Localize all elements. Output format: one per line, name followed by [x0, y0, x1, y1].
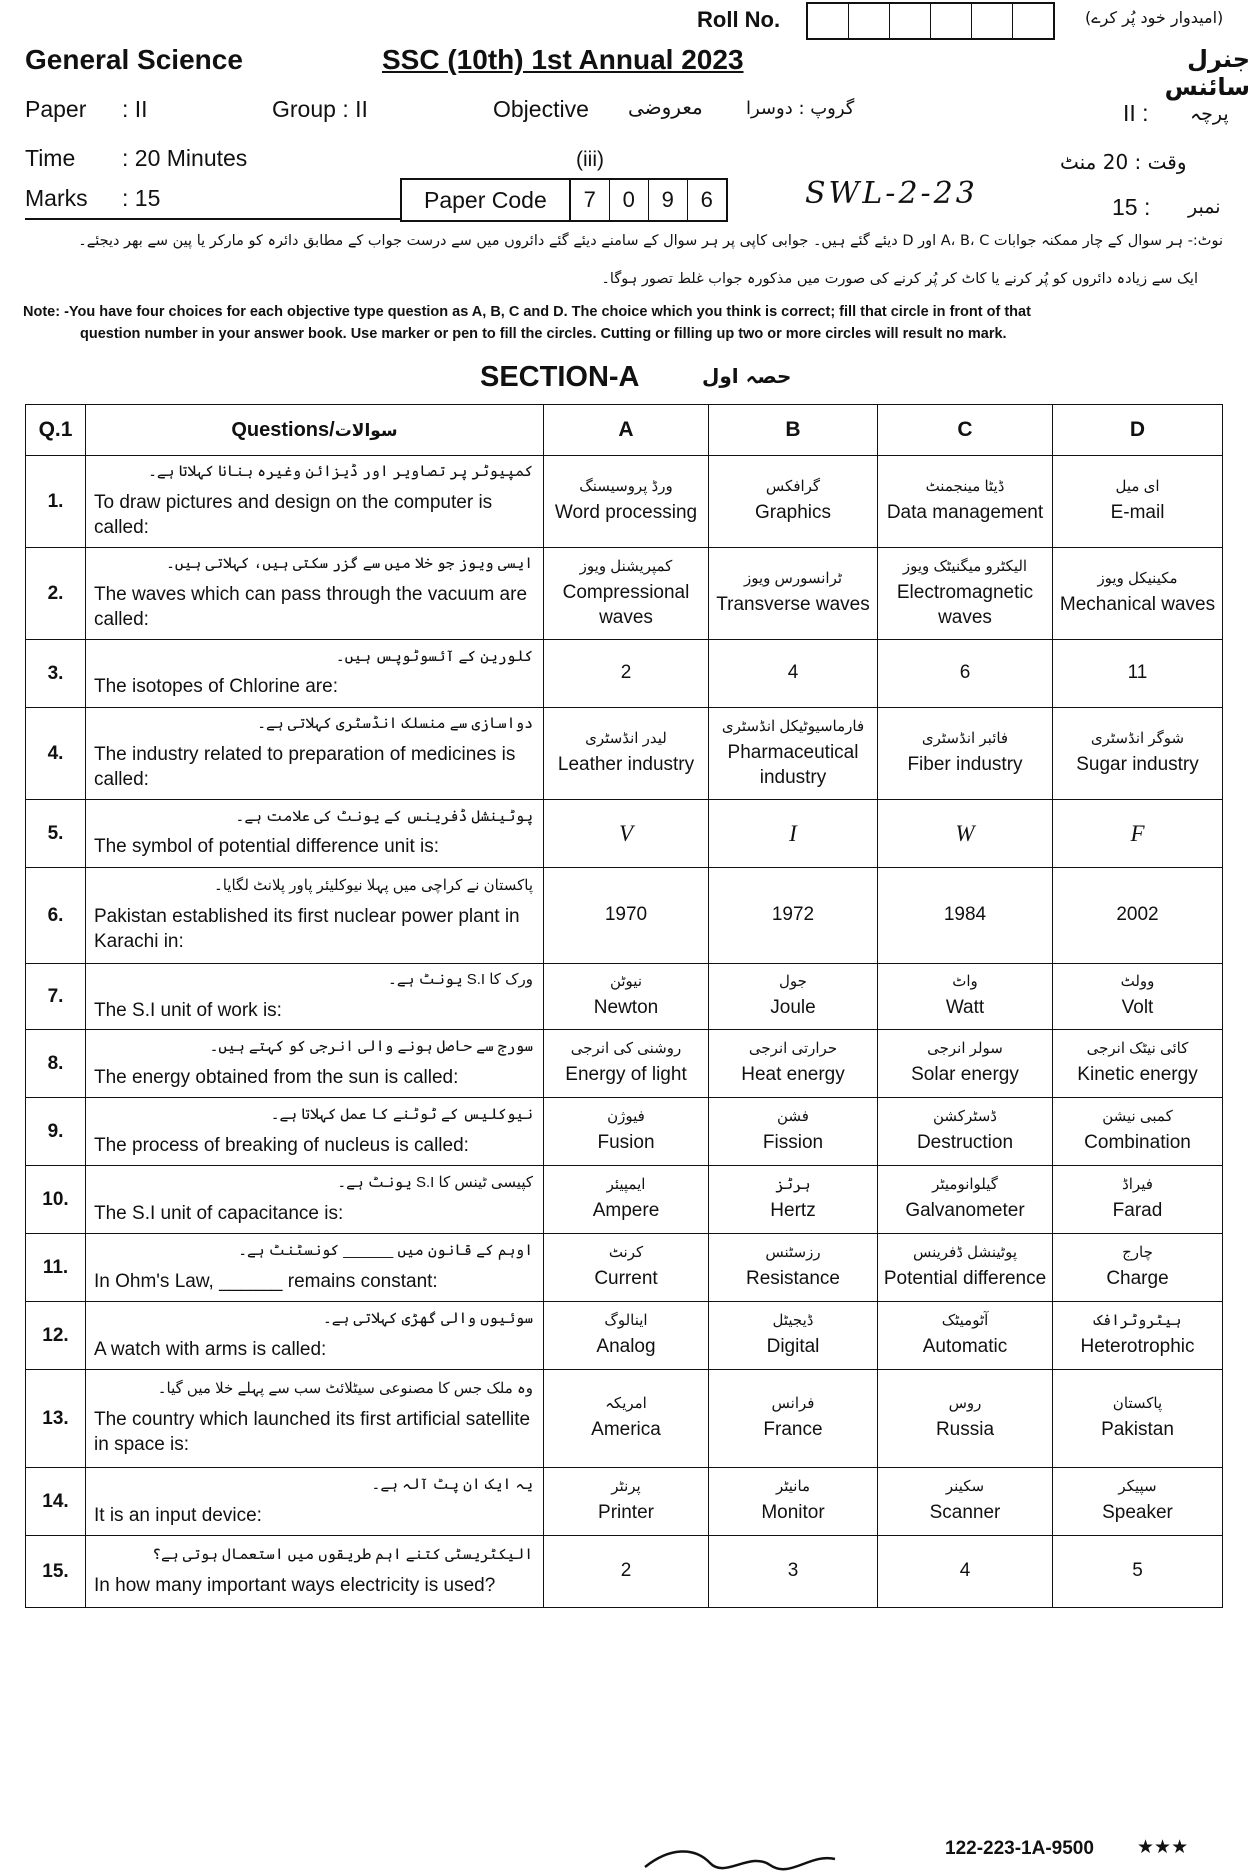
- option-c-urdu: روس: [948, 1395, 982, 1413]
- option-d: [1053, 456, 1223, 548]
- option-b-english: Pharmaceutical industry: [727, 741, 859, 788]
- option-c-english: Automatic: [922, 1336, 1008, 1358]
- option-b: [709, 868, 878, 964]
- option-d: [1053, 640, 1223, 708]
- note-english-line-1: Note: -You have four choices for each objective type question as A, B, C and D. The choice which you think is correct; fill that circle in front of that: [23, 304, 1031, 320]
- option-c-urdu: ڈسٹرکشن: [933, 1108, 997, 1126]
- question-cell: [86, 548, 544, 640]
- option-b: [709, 1302, 878, 1370]
- table-row: [26, 1302, 1223, 1370]
- question-english: To draw pictures and design on the computer is called:: [94, 491, 493, 539]
- option-b: [709, 548, 878, 640]
- option-a: [544, 708, 709, 800]
- questions-table: [25, 404, 1223, 1608]
- option-b-english: Hertz: [770, 1200, 816, 1222]
- option-d: [1053, 868, 1223, 964]
- question-number: 12.: [26, 1302, 86, 1370]
- question-urdu: یہ ایک ان پٹ آلہ ہے۔: [371, 1476, 533, 1494]
- paper-code-label: Paper Code: [402, 180, 571, 220]
- table-row: [26, 800, 1223, 868]
- option-a-urdu: اینالوگ: [604, 1312, 648, 1330]
- question-cell: [86, 964, 544, 1030]
- option-a-english: Current: [594, 1268, 658, 1290]
- col-header-b: B: [709, 405, 878, 456]
- question-number: 5.: [26, 800, 86, 868]
- option-d: [1053, 1166, 1223, 1234]
- option-c-english: W: [955, 820, 975, 846]
- question-english: The symbol of potential difference unit is:: [94, 836, 440, 858]
- option-b-urdu: ڈیجیٹل: [772, 1312, 814, 1330]
- question-cell: [86, 1030, 544, 1098]
- option-c-english: Galvanometer: [905, 1200, 1025, 1222]
- question-cell: [86, 868, 544, 964]
- option-d: [1053, 1302, 1223, 1370]
- question-urdu: پاکستان نے کراچی میں پہلا نیوکلیئر پاور پلانٹ لگایا۔: [213, 877, 533, 895]
- question-cell: [86, 456, 544, 548]
- option-d-english: Mechanical waves: [1059, 594, 1216, 616]
- option-d-english: Combination: [1084, 1132, 1191, 1154]
- option-c-urdu: واٹ: [952, 973, 978, 991]
- table-row: [26, 964, 1223, 1030]
- option-a-english: V: [618, 820, 634, 846]
- table-row: [26, 1030, 1223, 1098]
- marks-underline: [25, 218, 400, 220]
- option-a-urdu: کمپریشنل ویوز: [579, 557, 673, 575]
- col-header-questions: [86, 405, 544, 456]
- option-d-english: Kinetic energy: [1077, 1064, 1198, 1086]
- option-c-urdu: سکینر: [945, 1478, 985, 1496]
- objective-label-urdu: معروضی: [628, 95, 703, 119]
- option-d-urdu: مکینیکل ویوز: [1097, 570, 1178, 588]
- option-a: [544, 800, 709, 868]
- question-cell: [86, 1370, 544, 1468]
- option-b: [709, 708, 878, 800]
- option-c-urdu: ڈیٹا مینجمنٹ: [925, 478, 1005, 496]
- option-b-english: Heat energy: [741, 1064, 845, 1086]
- option-b: [709, 1234, 878, 1302]
- paper-code-box: [400, 178, 728, 222]
- option-c: [878, 1468, 1053, 1536]
- table-row: [26, 708, 1223, 800]
- option-c-english: Scanner: [929, 1502, 1001, 1524]
- option-c-urdu: سولر انرجی: [927, 1040, 1003, 1058]
- col-header-d: D: [1053, 405, 1223, 456]
- option-d-urdu: کمبی نیشن: [1102, 1108, 1173, 1126]
- question-urdu: اوہم کے قانون میں ______ کونسٹنٹ ہے۔: [238, 1242, 533, 1260]
- option-c-english: 1984: [943, 904, 987, 926]
- question-urdu: نیوکلیس کے ٹوٹنے کا عمل کہلاتا ہے۔: [270, 1106, 533, 1124]
- option-c-urdu: فائبر انڈسٹری: [921, 730, 1009, 748]
- question-urdu: الیکٹریسٹی کتنے اہم طریقوں میں استعمال ہوتی ہے؟: [152, 1546, 533, 1564]
- option-b: [709, 800, 878, 868]
- option-d-english: Farad: [1112, 1200, 1163, 1222]
- option-c: [878, 1098, 1053, 1166]
- option-b-english: I: [789, 820, 797, 846]
- serial-number: 122-223-1A-9500: [945, 1838, 1094, 1859]
- question-english: The energy obtained from the sun is called:: [94, 1066, 459, 1088]
- table-row: [26, 1234, 1223, 1302]
- question-english: In Ohm's Law, ______ remains constant:: [94, 1270, 438, 1292]
- objective-label: Objective: [493, 96, 589, 122]
- option-c: [878, 640, 1053, 708]
- option-d-english: Heterotrophic: [1080, 1336, 1195, 1358]
- option-c-english: Potential difference: [883, 1268, 1047, 1290]
- option-a-urdu: فیوژن: [607, 1108, 645, 1126]
- note-urdu-line-1: نوٹ:- ہر سوال کے چار ممکنہ جوابات A، B، C اور D دیئے گئے ہیں۔ جوابی کاپی پر ہر سوال کے سامنے دیئے گئے دائروں میں سے درست جواب کے مطابق دائرہ کو مارکر یا پین سے بھر دیجئے۔: [78, 233, 1223, 249]
- question-english: The industry related to preparation of medicines is called:: [94, 743, 516, 791]
- question-number: 8.: [26, 1030, 86, 1098]
- option-a-english: 1970: [604, 904, 648, 926]
- paper-label-urdu: پرچہ: [1190, 103, 1229, 125]
- option-c: [878, 1370, 1053, 1468]
- option-a-english: Word processing: [554, 502, 698, 524]
- option-b: [709, 1030, 878, 1098]
- option-b-urdu: رزسٹنس: [765, 1244, 821, 1262]
- question-urdu: کپیسی ٹینس کا S.I یونٹ ہے۔: [337, 1174, 533, 1192]
- question-cell: [86, 1166, 544, 1234]
- question-number: 3.: [26, 640, 86, 708]
- marks-value-urdu: 15 :: [1112, 194, 1151, 220]
- question-english: The S.I unit of capacitance is:: [94, 1202, 344, 1224]
- marks-value: : 15: [122, 185, 161, 211]
- option-c: [878, 708, 1053, 800]
- question-number: 7.: [26, 964, 86, 1030]
- option-a: [544, 1468, 709, 1536]
- option-d: [1053, 800, 1223, 868]
- option-a: [544, 640, 709, 708]
- option-c: [878, 800, 1053, 868]
- option-b-english: Joule: [770, 997, 816, 1019]
- roll-number-label: Roll No.: [697, 7, 781, 32]
- option-d: [1053, 1030, 1223, 1098]
- question-cell: [86, 800, 544, 868]
- question-english: The isotopes of Chlorine are:: [94, 676, 338, 698]
- paper-code-digit: 7: [571, 180, 610, 220]
- option-c-english: Data management: [886, 502, 1044, 524]
- table-row: [26, 868, 1223, 964]
- option-d: [1053, 1370, 1223, 1468]
- col-header-a: A: [544, 405, 709, 456]
- option-a-urdu: ایمپیئر: [606, 1176, 646, 1194]
- option-b: [709, 964, 878, 1030]
- option-b-urdu: گرافکس: [765, 478, 821, 496]
- question-english: Pakistan established its first nuclear power plant in Karachi in:: [94, 905, 520, 953]
- question-english: The S.I unit of work is:: [94, 999, 282, 1021]
- option-c: [878, 548, 1053, 640]
- option-c-urdu: آٹومیٹک: [941, 1312, 989, 1330]
- col-header-questions-en: Questions/: [231, 419, 335, 441]
- option-b: [709, 1166, 878, 1234]
- question-number: 11.: [26, 1234, 86, 1302]
- option-a-english: Ampere: [592, 1200, 660, 1222]
- option-b: [709, 640, 878, 708]
- option-b-urdu: مانیٹر: [775, 1478, 811, 1496]
- subject-title: General Science: [25, 44, 243, 75]
- option-a-english: Analog: [596, 1336, 656, 1358]
- question-cell: [86, 1098, 544, 1166]
- question-english: The waves which can pass through the vacuum are called:: [94, 583, 528, 631]
- option-d-english: 5: [1132, 1560, 1143, 1582]
- question-english: In how many important ways electricity is used?: [94, 1574, 496, 1596]
- roll-number-note: (امیدوار خود پُر کرے): [1085, 8, 1224, 27]
- table-row: [26, 1370, 1223, 1468]
- option-a: [544, 1166, 709, 1234]
- time-value: : 20 Minutes: [122, 145, 248, 171]
- option-b-english: France: [763, 1419, 823, 1441]
- option-b-urdu: فرانس: [771, 1395, 815, 1413]
- group-label: Group : II: [272, 96, 368, 122]
- option-b-english: 1972: [771, 904, 815, 926]
- col-header-c: C: [878, 405, 1053, 456]
- option-a-english: Newton: [593, 997, 659, 1019]
- paper-value-urdu: II :: [1123, 100, 1149, 126]
- option-a: [544, 456, 709, 548]
- option-d-english: 11: [1127, 662, 1148, 684]
- option-c-urdu: الیکٹرو میگنیٹک ویوز: [902, 557, 1028, 575]
- question-number: 6.: [26, 868, 86, 964]
- option-c: [878, 964, 1053, 1030]
- table-row: [26, 1166, 1223, 1234]
- option-a-english: 2: [620, 1560, 632, 1582]
- question-number: 1.: [26, 456, 86, 548]
- option-c: [878, 1030, 1053, 1098]
- option-a: [544, 548, 709, 640]
- question-number: 2.: [26, 548, 86, 640]
- option-c-english: Electromagnetic waves: [896, 581, 1034, 628]
- option-d-urdu: فیراڈ: [1122, 1176, 1153, 1194]
- question-urdu: سورج سے حاصل ہونے والی انرجی کو کہتے ہیں۔: [209, 1038, 533, 1056]
- option-b: [709, 1536, 878, 1608]
- question-urdu: کمپیوٹر پر تصاویر اور ڈیزائن وغیرہ بنانا کہلاتا ہے۔: [148, 463, 533, 481]
- option-b: [709, 1468, 878, 1536]
- option-b: [709, 456, 878, 548]
- question-cell: [86, 708, 544, 800]
- question-number: 10.: [26, 1166, 86, 1234]
- option-b: [709, 1098, 878, 1166]
- table-row: [26, 1098, 1223, 1166]
- table-header-row: [26, 405, 1223, 456]
- option-a: [544, 1370, 709, 1468]
- option-b-english: Fission: [762, 1132, 824, 1154]
- option-d-urdu: وولٹ: [1120, 973, 1155, 991]
- option-d: [1053, 1098, 1223, 1166]
- option-a-urdu: ورڈ پروسیسنگ: [579, 478, 673, 496]
- question-number: 15.: [26, 1536, 86, 1608]
- option-d: [1053, 1468, 1223, 1536]
- note-urdu-line-2: ایک سے زیادہ دائروں کو پُر کرنے یا کاٹ کر پُر کرنے کی صورت میں مذکورہ جواب غلط تصور ہوگا۔: [601, 271, 1198, 287]
- option-d-urdu: پاکستان: [1112, 1395, 1163, 1413]
- option-a-english: Fusion: [597, 1132, 655, 1154]
- option-d: [1053, 1536, 1223, 1608]
- question-english: The process of breaking of nucleus is called:: [94, 1134, 469, 1156]
- question-urdu: سوئیوں والی گھڑی کہلاتی ہے۔: [322, 1310, 533, 1328]
- time-label: Time: [25, 145, 76, 171]
- signature-scribble: [640, 1845, 840, 1871]
- table-row: [26, 548, 1223, 640]
- option-c: [878, 1302, 1053, 1370]
- option-a-urdu: پرنٹر: [611, 1478, 641, 1496]
- question-cell: [86, 1536, 544, 1608]
- option-a: [544, 1030, 709, 1098]
- option-c: [878, 456, 1053, 548]
- option-c-english: Destruction: [916, 1132, 1014, 1154]
- option-d-urdu: ای میل: [1115, 478, 1160, 496]
- question-urdu: ایسی ویوز جو خلا میں سے گزر سکتی ہیں، کہلاتی ہیں۔: [166, 555, 533, 573]
- table-row: [26, 1536, 1223, 1608]
- option-a: [544, 1536, 709, 1608]
- option-a: [544, 868, 709, 964]
- option-c: [878, 1234, 1053, 1302]
- question-number: 14.: [26, 1468, 86, 1536]
- subject-title-urdu: جنرل سائنس: [1164, 45, 1250, 101]
- table-row: [26, 456, 1223, 548]
- option-d-urdu: کائی نیٹک انرجی: [1086, 1040, 1189, 1058]
- stars-mark: ★★★: [1137, 1837, 1189, 1858]
- option-d: [1053, 548, 1223, 640]
- option-b-english: Transverse waves: [716, 594, 870, 616]
- question-cell: [86, 1234, 544, 1302]
- handwritten-code: SWL-2-23: [805, 176, 978, 211]
- option-a-english: Printer: [598, 1502, 654, 1524]
- paper-value: : II: [122, 96, 148, 122]
- option-b-urdu: فشن: [777, 1108, 809, 1126]
- option-c: [878, 1536, 1053, 1608]
- option-b-urdu: ٹرانسورس ویوز: [743, 570, 843, 588]
- section-title-urdu: حصہ اول: [702, 364, 792, 388]
- option-c: [878, 868, 1053, 964]
- option-b-english: Digital: [766, 1336, 820, 1358]
- question-urdu: پوٹینشل ڈفرینس کے یونٹ کی علامت ہے۔: [235, 807, 533, 825]
- option-a-urdu: روشنی کی انرجی: [570, 1040, 682, 1058]
- question-cell: [86, 640, 544, 708]
- table-row: [26, 1468, 1223, 1536]
- col-header-q: Q.1: [26, 405, 86, 456]
- table-row: [26, 640, 1223, 708]
- question-urdu: دواسازی سے منسلک انڈسٹری کہلاتی ہے۔: [257, 715, 533, 733]
- option-a: [544, 1302, 709, 1370]
- paper-label: Paper: [25, 96, 87, 122]
- option-c-english: 4: [959, 1560, 971, 1582]
- questions-body: [26, 456, 1223, 1608]
- option-d-urdu: شوگر انڈسٹری: [1090, 730, 1185, 748]
- option-a-urdu: کرنٹ: [608, 1244, 644, 1262]
- option-c-urdu: گیلوانومیٹر: [932, 1176, 998, 1194]
- option-c: [878, 1166, 1053, 1234]
- option-b-english: Monitor: [761, 1502, 825, 1524]
- paper-code-digit: 6: [700, 187, 713, 212]
- option-a: [544, 964, 709, 1030]
- marks-label-urdu: نمبر: [1188, 196, 1221, 218]
- question-english: It is an input device:: [94, 1504, 262, 1526]
- option-b: [709, 1370, 878, 1468]
- option-c-english: Russia: [935, 1419, 995, 1441]
- option-a-urdu: لیدر انڈسٹری: [585, 730, 667, 748]
- col-header-questions-ur: سوالات: [334, 421, 398, 441]
- paper-code-digit: 9: [649, 180, 688, 220]
- option-b-urdu: حرارتی انرجی: [748, 1040, 838, 1058]
- option-d: [1053, 964, 1223, 1030]
- marks-label: Marks: [25, 185, 88, 211]
- question-number: 4.: [26, 708, 86, 800]
- option-b-urdu: فارماسیوٹیکل انڈسٹری: [721, 717, 865, 735]
- option-d: [1053, 1234, 1223, 1302]
- option-d-urdu: سپیکر: [1118, 1478, 1157, 1496]
- option-d-urdu: ہیٹروٹرافک: [1093, 1312, 1182, 1330]
- option-b-english: 3: [787, 1560, 799, 1582]
- option-d-english: Charge: [1106, 1268, 1169, 1290]
- option-c-english: Fiber industry: [907, 754, 1023, 776]
- question-urdu: وہ ملک جس کا مصنوعی سیٹلائٹ سب سے پہلے خلا میں گیا۔: [157, 1380, 533, 1398]
- group-label-urdu: گروپ : دوسرا: [746, 98, 855, 119]
- option-a-urdu: نیوٹن: [609, 973, 643, 991]
- question-english: The country which launched its first artificial satellite in space is:: [94, 1408, 531, 1456]
- option-b-urdu: ہرٹز: [775, 1176, 811, 1194]
- option-c-urdu: پوٹینشل ڈفرینس: [912, 1244, 1017, 1262]
- question-english: A watch with arms is called:: [94, 1338, 327, 1360]
- question-urdu: کلورین کے آئسوٹوپس ہیں۔: [335, 647, 533, 665]
- question-cell: [86, 1302, 544, 1370]
- option-a: [544, 1098, 709, 1166]
- option-d-english: F: [1130, 820, 1145, 846]
- option-b-english: 4: [787, 662, 799, 684]
- option-b-urdu: جول: [779, 973, 807, 991]
- option-d-english: Sugar industry: [1076, 754, 1199, 776]
- option-b-english: Resistance: [746, 1268, 840, 1290]
- paper-code-digit: 0: [610, 180, 649, 220]
- option-a-english: America: [591, 1419, 661, 1441]
- question-number: 13.: [26, 1370, 86, 1468]
- option-a-english: 2: [620, 662, 632, 684]
- option-c-english: Watt: [945, 997, 985, 1019]
- option-a-english: Compressional waves: [562, 581, 690, 628]
- time-urdu: وقت : 20 منٹ: [1060, 150, 1187, 174]
- option-d-english: Pakistan: [1101, 1419, 1174, 1441]
- question-urdu: ورک کا S.I یونٹ ہے۔: [388, 971, 533, 988]
- option-d: [1053, 708, 1223, 800]
- question-number: 9.: [26, 1098, 86, 1166]
- option-a: [544, 1234, 709, 1302]
- option-c-english: Solar energy: [911, 1064, 1019, 1086]
- option-d-english: 2002: [1116, 904, 1159, 926]
- question-cell: [86, 1468, 544, 1536]
- option-c-english: 6: [959, 662, 971, 684]
- section-title: SECTION-A: [480, 361, 640, 393]
- option-b-english: Graphics: [754, 502, 832, 524]
- option-a-urdu: امریکہ: [605, 1395, 647, 1413]
- option-d-english: Speaker: [1102, 1502, 1173, 1524]
- page-marker: (iii): [576, 148, 604, 171]
- option-a-english: Leather industry: [557, 754, 695, 776]
- roll-number-boxes[interactable]: [806, 2, 1055, 40]
- option-a-english: Energy of light: [565, 1064, 687, 1086]
- option-d-english: E-mail: [1110, 502, 1165, 524]
- exam-title: SSC (10th) 1st Annual 2023: [382, 44, 744, 75]
- option-d-english: Volt: [1121, 997, 1154, 1019]
- note-english-line-2: question number in your answer book. Use marker or pen to fill the circles. Cutting or filling up two or more circles will result no mark.: [80, 326, 1007, 342]
- option-d-urdu: چارج: [1122, 1244, 1153, 1262]
